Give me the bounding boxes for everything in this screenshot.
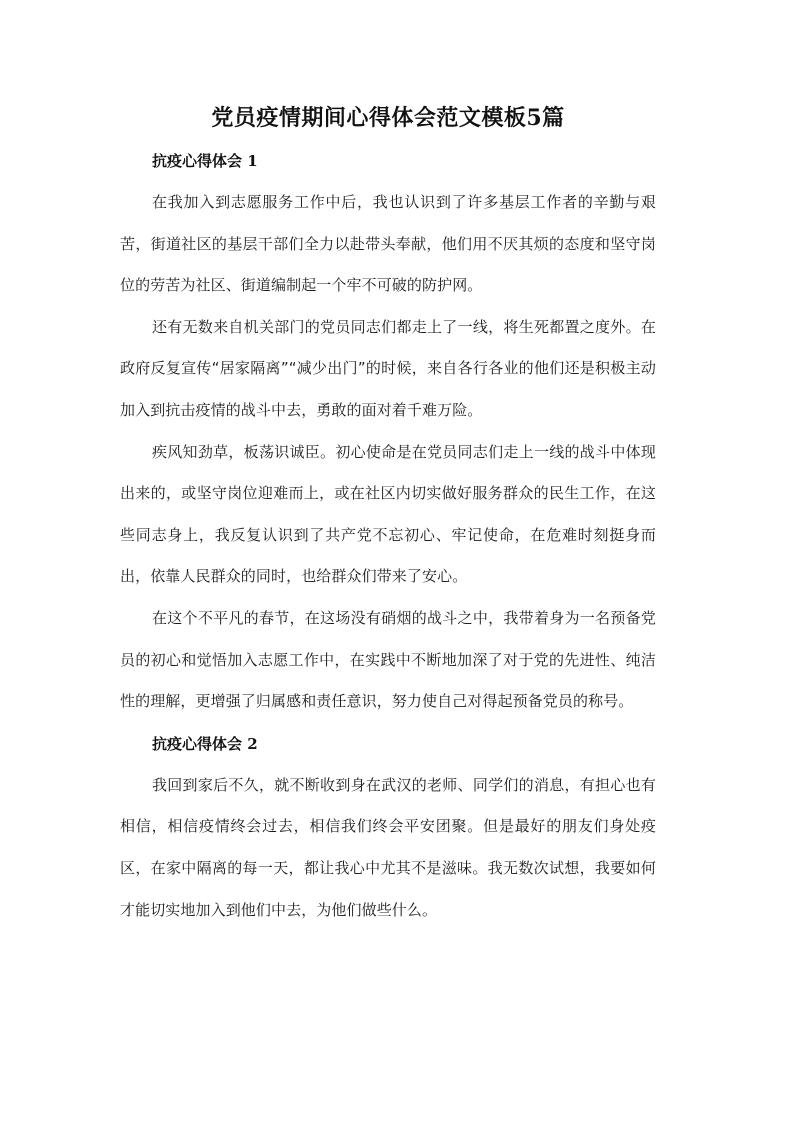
section-heading: 抗疫心得体会 2 bbox=[152, 734, 258, 753]
section-heading: 抗疫心得体会 1 bbox=[152, 152, 258, 170]
paragraph: 我回到家后不久，就不断收到身在武汉的老师、同学们的消息，有担心也有相信，相信疫情终会过去，相信我们终会平安团聚。但是最好的朋友们身处疫区，在家中隔离的每一天，都让我心中尤其不是滋味。我无数次试想，我要如何才能切实地加入到他们中去，为他们做些什么。 bbox=[120, 775, 656, 919]
paragraph: 在我加入到志愿服务工作中后，我也认识到了许多基层工作者的辛勤与艰苦，街道社区的基层干部们全力以赴带头奉献，他们用不厌其烦的态度和坚守岗位的劳苦为社区、街道编制起一个牢不可破的防护网。 bbox=[120, 193, 656, 295]
section-1 bbox=[120, 140, 656, 723]
paragraph: 在这个不平凡的春节，在这场没有硝烟的战斗之中，我带着身为一名预备党员的初心和觉悟加入志愿工作中，在实践中不断地加深了对于党的先进性、纯洁性的理解，更增强了归属感和责任意识，努力使自己对得起预备党员的称号。 bbox=[120, 608, 656, 711]
document-title: 党员疫情期间心得体会范文模板5篇 bbox=[211, 105, 565, 131]
section-2 bbox=[120, 723, 656, 931]
document-body bbox=[120, 96, 656, 931]
paragraph: 疾风知劲草，板荡识诚臣。初心使命是在党员同志们走上一线的战斗中体现出来的，或坚守岗位迎难而上，或在社区内切实做好服务群众的民生工作，在这些同志身上，我反复认识到了共产党不忘初心、牢记使命，在危难时刻挺身而出，依靠人民群众的同时，也给群众们带来了安心。 bbox=[120, 442, 656, 586]
paragraph: 还有无数来自机关部门的党员同志们都走上了一线，将生死都置之度外。在政府反复宣传“居家隔离”“减少出门”的时候，来自各行各业的他们还是积极主动加入到抗击疫情的战斗中去，勇敢的面对着千难万险。 bbox=[120, 317, 656, 419]
